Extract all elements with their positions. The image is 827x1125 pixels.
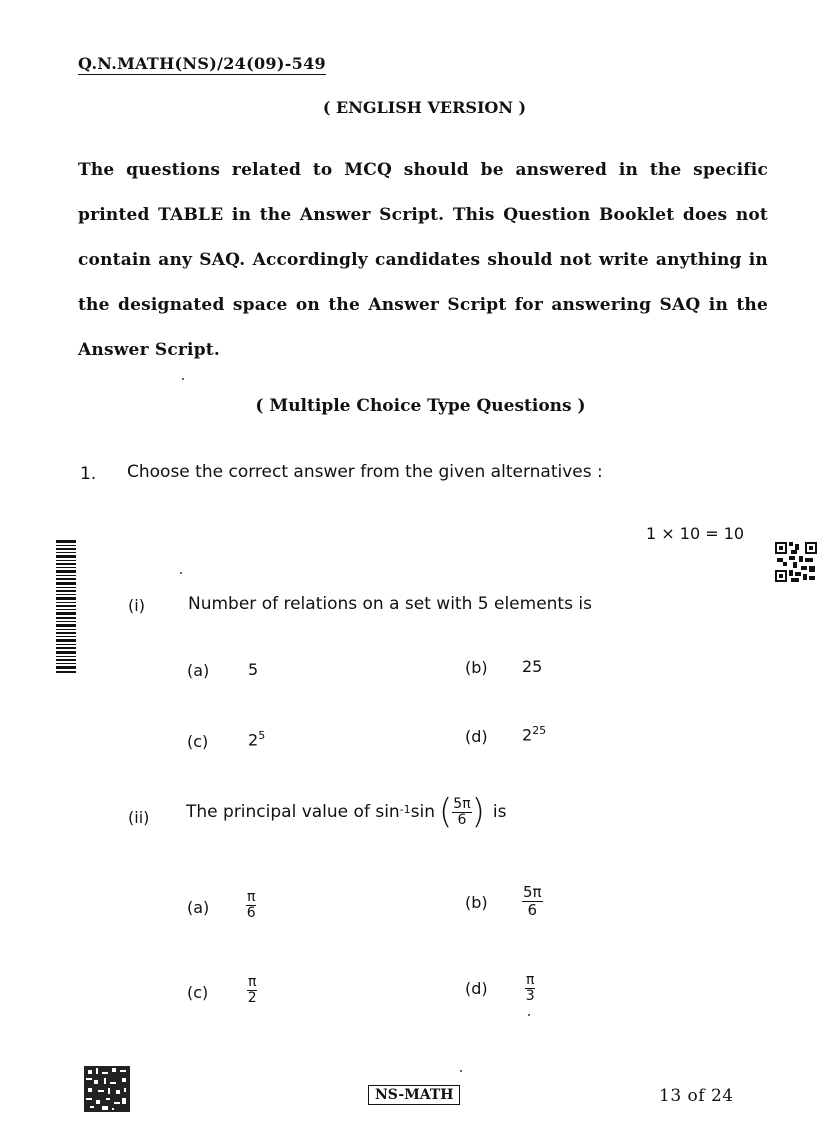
option-value: $2^{25}$ <box>522 724 547 745</box>
qr-code-icon <box>775 542 817 582</box>
item-label: (ii) <box>128 808 150 827</box>
option-value: 25 <box>522 657 543 676</box>
item-text: The principal value of sin $^{-1}$ sin ( $\frac{5\pi}{6}$ ) is <box>186 792 507 832</box>
scan-speck <box>182 378 184 380</box>
scan-speck <box>460 1070 462 1072</box>
subject-code-box: NS-MATH <box>368 1085 460 1105</box>
option-fraction: $\frac{\pi}{3}$ <box>525 972 535 1004</box>
scan-speck <box>528 1014 530 1016</box>
option-fraction: $\frac{5\pi}{6}$ <box>523 883 542 919</box>
option-label: (c) <box>187 983 209 1002</box>
item-text: Number of relations on a set with 5 elements is <box>188 594 592 614</box>
question-text: Choose the correct answer from the given alternatives : <box>127 462 603 482</box>
question-number: 1. <box>80 464 97 484</box>
barcode-icon <box>56 540 76 675</box>
section-title: ( Multiple Choice Type Questions ) <box>255 396 586 416</box>
page-number: 13 of 24 <box>659 1086 734 1106</box>
instructions-paragraph: The questions related to MCQ should be answered in the specific printed TABLE in the Answer Script. This Question Booklet does not contain any SAQ. Accordingly candidates should not write anything in the designated space on the Answer Script for answering SAQ in the Answer Script. <box>78 160 768 360</box>
option-label: (d) <box>465 979 488 998</box>
option-label: (d) <box>465 727 488 746</box>
option-fraction: $\frac{\pi}{2}$ <box>247 974 257 1006</box>
option-label: (b) <box>465 658 488 677</box>
argument-fraction: $\frac{5\pi}{6}$ <box>453 795 471 828</box>
option-value: $2^5$ <box>248 729 266 750</box>
option-label: (a) <box>187 898 210 917</box>
version-label: ( ENGLISH VERSION ) <box>322 98 527 117</box>
option-value: 5 <box>248 660 259 679</box>
marks-allocation: 1 × 10 = 10 <box>646 524 745 543</box>
question-paper-code: Q.N.MATH(NS)/24(09)-549 <box>78 54 326 73</box>
scan-speck <box>180 572 182 574</box>
option-fraction: $\frac{\pi}{6}$ <box>246 889 256 921</box>
qr-code-icon <box>84 1066 130 1112</box>
option-label: (b) <box>465 893 488 912</box>
item-label: (i) <box>128 596 145 615</box>
option-label: (a) <box>187 661 210 680</box>
option-label: (c) <box>187 732 209 751</box>
